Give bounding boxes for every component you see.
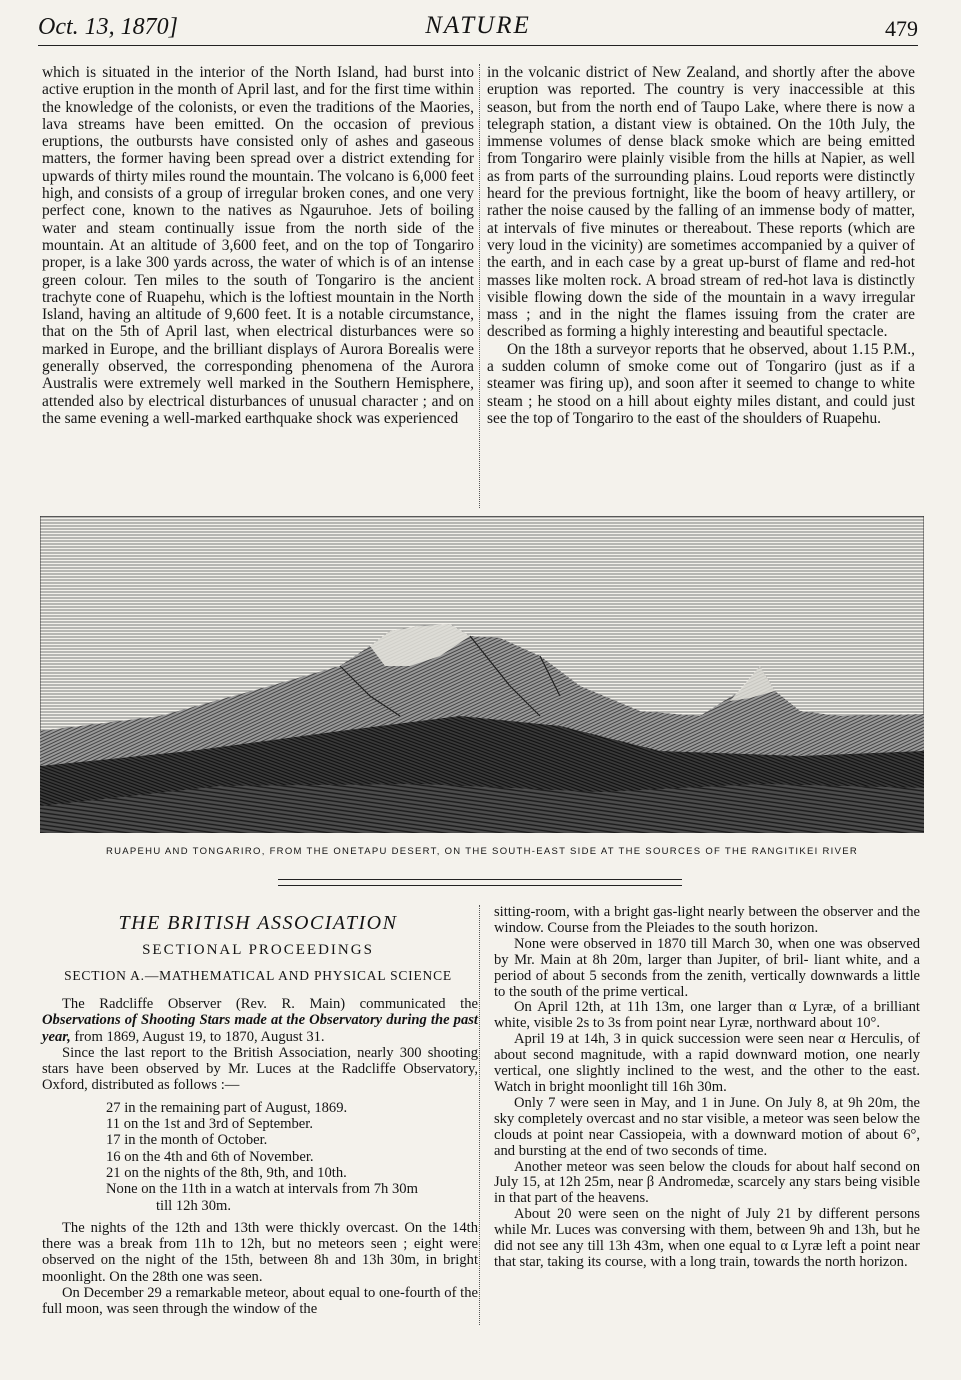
- paragraph-intro: [42, 996, 478, 1045]
- observation-list: [106, 1100, 478, 1214]
- header-rule: [38, 45, 918, 46]
- column-divider: [479, 64, 480, 508]
- figure-caption: RUAPEHU AND TONGARIRO, FROM THE ONETAPU DESERT, ON THE SOUTH-EAST SIDE AT THE SOURCES OF THE RANGITIKEI RIVER: [105, 846, 859, 857]
- article-title: THE BRITISH ASSOCIATION: [118, 912, 398, 934]
- column-divider: [479, 905, 480, 1325]
- section-heading: SECTION A.—MATHEMATICAL AND PHYSICAL SCIENCE: [64, 968, 452, 983]
- paragraph: None were observed in 1870 till March 30, when one was observed by Mr. Main at 8h 20m, larger than Jupiter, of bril- liant white, and a period of about 5 seconds from the zenith, vertically downwards a little to the south of the prime vertical.: [494, 935, 920, 1000]
- paragraph: which is situated in the interior of the North Island, had burst into active eruption in the month of April last, and for the first time within the knowledge of the colonists, or even the traditions of the Maories, lava streams have been emitted. On the occasion of previous eruptions, the outbursts have consisted only of ashes and gaseous matters, the former having been spread over a district extending for upwards of thirty miles round the mountain. The volcano is 6,000 feet high, and consists of a group of irregular broken cones, and one very perfect cone, known to the natives as Ngauruhoe. Jets of boiling water and steam continually issue from the north side of the mountain. At an altitude of 3,600 feet, and on the top of Tongariro proper, is a lake 300 yards across, the water of which is of an intense green colour. Ten miles to the south of Tongariro is the ancient trachyte cone of Ruapehu, which is the loftiest mountain in the North Island, having an altitude of 9,600 feet. It is a notable circumstance, that on the 5th of April last, when electrical disturbances were so marked in Europe, and the brilliant displays of Aurora Borealis were generally observed, the corresponding phenomena of the Aurora Australis were extremely well marked in the Southern Hemisphere, attended also by electrical disturbances of unusual character ; and on the same evening a well-marked earthquake shock was experienced: [42, 64, 474, 427]
- paragraph: Another meteor was seen below the clouds for about half second on July 15, at 12h 25m, near β Andromedæ, scarcely any stars being visible in that part of the heavens.: [494, 1158, 920, 1207]
- foreground-ridge: [40, 784, 924, 833]
- section-rule: [278, 879, 682, 886]
- top-right-column: [487, 64, 915, 427]
- header-date: Oct. 13, 1870]: [38, 14, 178, 40]
- bottom-right-column: [494, 905, 920, 1271]
- paragraph: On December 29 a remarkable meteor, about equal to one-fourth of the full moon, was seen through the window of the: [42, 1285, 478, 1318]
- paragraph: sitting-room, with a bright gas-light nearly between the observer and the window. Course from the Pleiades to the south horizon.: [494, 904, 920, 936]
- running-header: [38, 10, 918, 44]
- paragraph: About 20 were seen on the night of July 21 by different persons while Mr. Luces was conversing with them, between 9h and 13h, but he did not see any till 13h 43m, when one equal to α Lyræ left a point near that star, taking its course, with a long train, towards the north horizon.: [494, 1206, 920, 1270]
- top-left-column: [42, 64, 474, 427]
- paragraph: On April 12th, at 11h 13m, one larger than α Lyræ, of a brilliant white, visible 2s to 3s from point near Lyræ, northward about 10°.: [494, 999, 920, 1032]
- engraving-ruapehu-tongariro: [40, 516, 924, 833]
- list-item: 21 on the nights of the 8th, 9th, and 10th.: [106, 1164, 347, 1181]
- journal-title: NATURE: [425, 12, 531, 39]
- article-subtitle: SECTIONAL PROCEEDINGS: [142, 942, 374, 958]
- list-item: 11 on the 1st and 3rd of September.: [106, 1116, 313, 1133]
- paragraph: On the 18th a surveyor reports that he observed, about 1.15 P.M., a sudden column of smoke come out of Tongariro (just as if a steamer was firing up), and soon after it seemed to change to white steam ; he stood on a hill about eighty miles distant, and could just see the top of Tongariro to the east of the shoulders of Ruapehu.: [487, 340, 915, 427]
- paper-title: Observations of Shooting Stars made at the Observatory during the past year,: [42, 1012, 478, 1045]
- paragraph: in the volcanic district of New Zealand, and shortly after the above eruption was reported. The country is very inaccessible at this season, but from the north end of Taupo Lake, where there is now a telegraph station, a distant view is obtained. On the 10th July, the immense volumes of dense black smoke which are being emitted from Tongariro were plainly visible from the hills at Napier, as well as from parts of the surrounding plains. Loud reports were distinctly heard for the previous fortnight, like the boom of heavy artillery, or rather the noise caused by the falling of an immense body of matter, at intervals of five minutes or thereabout. These reports (which are very loud in the vicinity) are sometimes accompanied by a quiver of the earth, and in each case by a great up-burst of flame and red-hot masses like molten rock. A broad stream of red-hot lava is distinctly visible flowing down the side of the mountain in a wavy irregular mass ; and in the night the flames issuing from the crater are described as forming a highly interesting and beautiful spectacle.: [487, 64, 915, 341]
- list-item: till 12h 30m.: [156, 1197, 231, 1214]
- page-number: 479: [885, 16, 918, 41]
- paragraph: Only 7 were seen in May, and 1 in June. On July 8, at 9h 20m, the sky completely overcast and no star visible, a meteor was seen below the clouds at point near Cassiopeia, with a downward motion of about 6°, and bursting at the end of two seconds of time.: [494, 1094, 920, 1159]
- paragraph: April 19 at 14h, 3 in quick succession were seen near α Herculis, of about second magnitude, with a rapid downward motion, one nearly vertical, one slightly inclined to the west, and the other to the east. Watch in bright moonlight till 16h 30m.: [494, 1031, 920, 1095]
- paragraph: The nights of the 12th and 13th were thickly overcast. On the 14th there was a break from 11h to 12h, but no meteors seen ; eight were observed on the night of the 15th, between 8h and 13h 30m, in bright moonlight. On the 28th one was seen.: [42, 1219, 478, 1285]
- list-item: 27 in the remaining part of August, 1869.: [106, 1099, 348, 1116]
- bottom-left-column: [42, 996, 478, 1318]
- list-item: None on the 11th in a watch at intervals from 7h 30m: [106, 1181, 418, 1198]
- intro-text: The Radcliffe Observer (Rev. R. Main) communicated the: [62, 996, 478, 1012]
- list-item: 16 on the 4th and 6th of November.: [106, 1148, 314, 1165]
- intro-dates: from 1869, August 19, to 1870, August 31.: [70, 1028, 325, 1045]
- list-item: 17 in the month of October.: [106, 1132, 268, 1149]
- paragraph: Since the last report to the British Association, nearly 300 shooting stars have been observed by Mr. Luces at the Radcliffe Observatory, Oxford, distributed as follows :—: [42, 1044, 478, 1094]
